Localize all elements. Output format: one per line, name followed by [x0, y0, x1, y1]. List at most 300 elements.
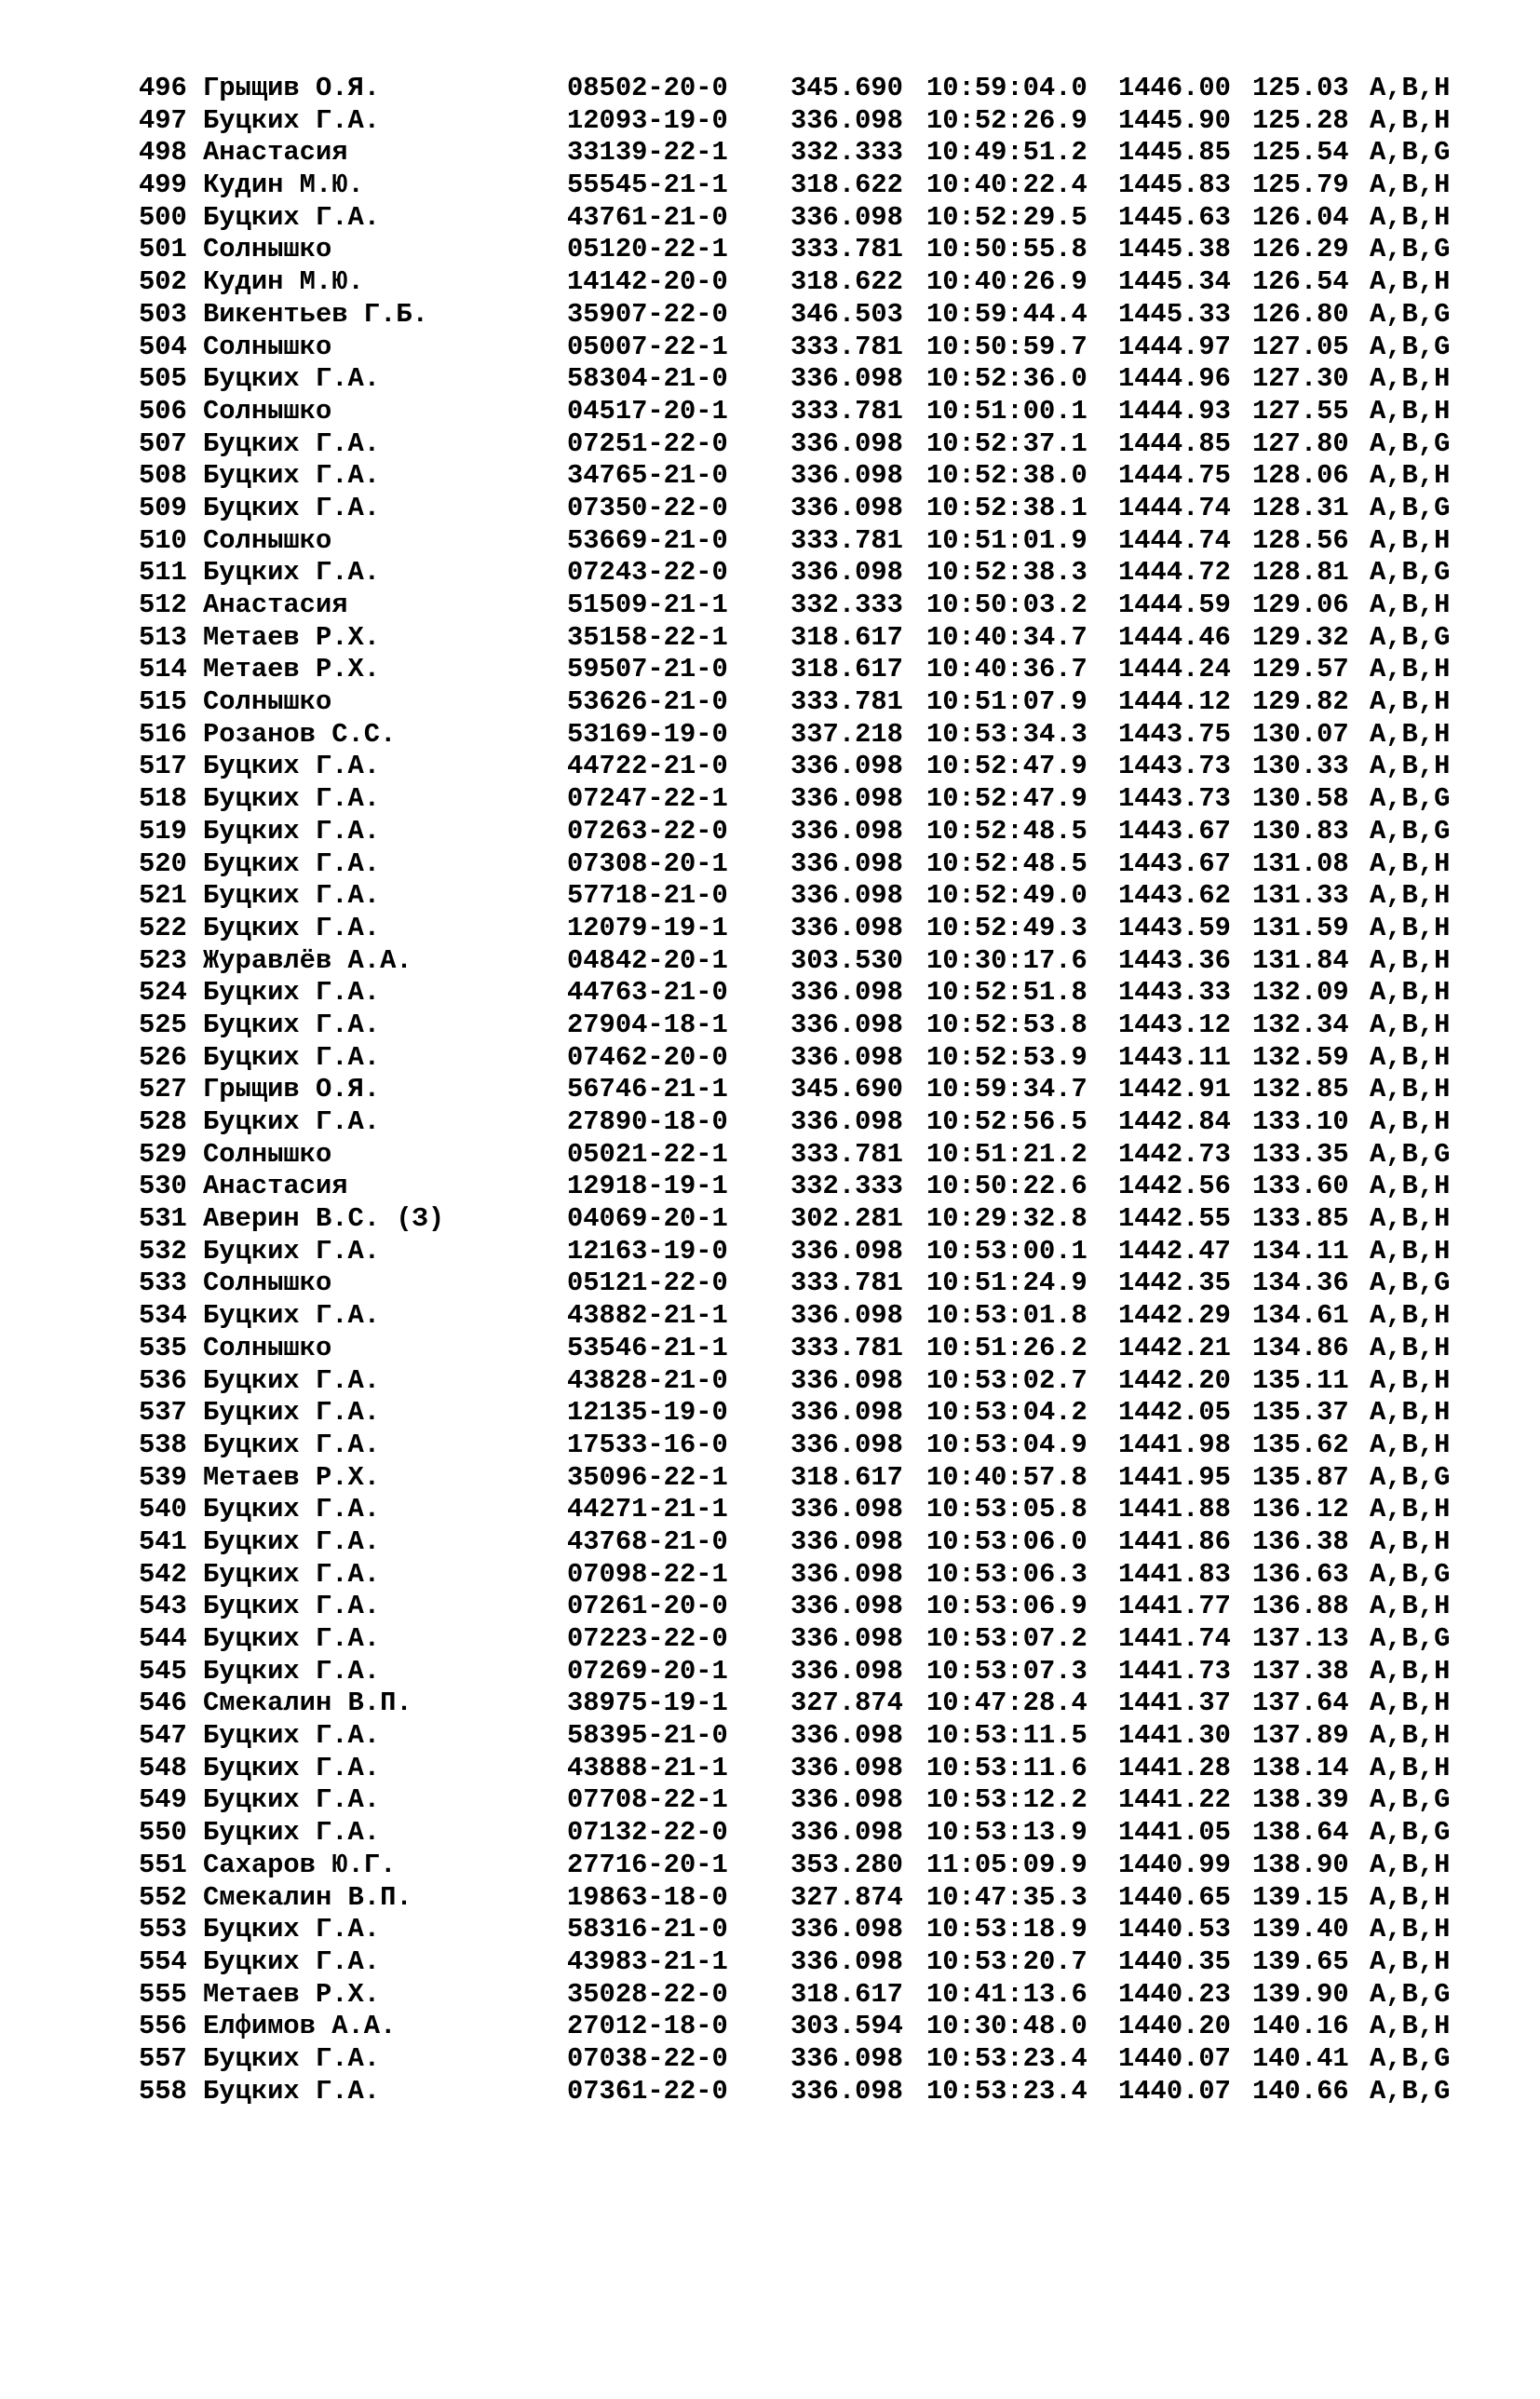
- distance-cell: 353.280: [790, 1849, 903, 1880]
- fancier-name-cell: Буцких Г.А.: [203, 1009, 381, 1040]
- speed-cell: 1441.88: [1118, 1494, 1231, 1525]
- table-row: [139, 590, 1451, 622]
- category-tags-cell: A,B,H: [1370, 1203, 1451, 1235]
- ring-number-cell: 33139-22-1: [567, 137, 728, 169]
- fancier-name-cell: Буцких Г.А.: [203, 1558, 381, 1590]
- category-tags-cell: A,B,H: [1370, 169, 1451, 201]
- table-row: [139, 1784, 1451, 1817]
- fancier-name-cell: Буцких Г.А.: [203, 880, 381, 912]
- speed-cell: 1443.73: [1118, 783, 1231, 815]
- fancier-name-cell: Буцких Г.А.: [203, 1525, 381, 1557]
- ring-number-cell: 44763-21-0: [567, 977, 728, 1009]
- category-tags-cell: A,B,H: [1370, 524, 1451, 556]
- distance-cell: 336.098: [790, 880, 903, 912]
- ring-number-cell: 07132-22-0: [567, 1817, 728, 1849]
- table-row: [139, 1332, 1451, 1365]
- points-cell: 128.31: [1252, 492, 1349, 523]
- distance-cell: 333.781: [790, 395, 903, 427]
- ring-number-cell: 07350-22-0: [567, 492, 728, 523]
- distance-cell: 336.098: [790, 1364, 903, 1396]
- category-tags-cell: A,B,H: [1370, 1720, 1451, 1752]
- ring-number-cell: 43828-21-0: [567, 1364, 728, 1396]
- arrival-time-cell: 10:53:00.1: [926, 1235, 1087, 1267]
- table-row: [139, 1525, 1451, 1559]
- distance-cell: 345.690: [790, 1074, 903, 1105]
- speed-cell: 1441.98: [1118, 1429, 1231, 1460]
- fancier-name-cell: Солнышко: [203, 331, 332, 362]
- category-tags-cell: A,B,G: [1370, 2042, 1451, 2074]
- ring-number-cell: 04842-20-1: [567, 944, 728, 976]
- fancier-name-cell: Буцких Г.А.: [203, 104, 381, 136]
- arrival-time-cell: 10:53:07.3: [926, 1655, 1087, 1687]
- distance-cell: 333.781: [790, 524, 903, 556]
- arrival-time-cell: 10:52:47.9: [926, 783, 1087, 815]
- place-cell: 550: [139, 1817, 187, 1849]
- distance-cell: 327.874: [790, 1881, 903, 1913]
- speed-cell: 1440.07: [1118, 2042, 1231, 2074]
- distance-cell: 336.098: [790, 201, 903, 233]
- arrival-time-cell: 10:52:49.0: [926, 880, 1087, 912]
- points-cell: 137.89: [1252, 1720, 1349, 1752]
- speed-cell: 1441.86: [1118, 1525, 1231, 1557]
- points-cell: 138.64: [1252, 1817, 1349, 1849]
- category-tags-cell: A,B,H: [1370, 847, 1451, 879]
- table-row: [139, 1849, 1451, 1882]
- arrival-time-cell: 10:52:29.5: [926, 201, 1087, 233]
- ring-number-cell: 56746-21-1: [567, 1074, 728, 1105]
- distance-cell: 303.530: [790, 944, 903, 976]
- table-row: [139, 783, 1451, 816]
- arrival-time-cell: 10:50:55.8: [926, 234, 1087, 265]
- speed-cell: 1444.74: [1118, 492, 1231, 523]
- arrival-time-cell: 10:40:34.7: [926, 621, 1087, 653]
- category-tags-cell: A,B,H: [1370, 686, 1451, 718]
- category-tags-cell: A,B,G: [1370, 1978, 1451, 2010]
- category-tags-cell: A,B,G: [1370, 298, 1451, 330]
- table-row: [139, 266, 1451, 299]
- place-cell: 540: [139, 1494, 187, 1525]
- category-tags-cell: A,B,G: [1370, 1558, 1451, 1590]
- place-cell: 499: [139, 169, 187, 201]
- points-cell: 127.05: [1252, 331, 1349, 362]
- arrival-time-cell: 10:40:22.4: [926, 169, 1087, 201]
- fancier-name-cell: Буцких Г.А.: [203, 1591, 381, 1622]
- table-row: [139, 2075, 1451, 2108]
- category-tags-cell: A,B,H: [1370, 2011, 1451, 2042]
- points-cell: 134.11: [1252, 1235, 1349, 1267]
- speed-cell: 1442.05: [1118, 1397, 1231, 1429]
- fancier-name-cell: Буцких Г.А.: [203, 1720, 381, 1752]
- category-tags-cell: A,B,H: [1370, 104, 1451, 136]
- speed-cell: 1445.63: [1118, 201, 1231, 233]
- category-tags-cell: A,B,G: [1370, 331, 1451, 362]
- ring-number-cell: 57718-21-0: [567, 880, 728, 912]
- arrival-time-cell: 10:52:53.9: [926, 1041, 1087, 1073]
- category-tags-cell: A,B,G: [1370, 2075, 1451, 2107]
- points-cell: 134.86: [1252, 1332, 1349, 1363]
- speed-cell: 1443.67: [1118, 815, 1231, 847]
- ring-number-cell: 04069-20-1: [567, 1203, 728, 1235]
- ring-number-cell: 58316-21-0: [567, 1914, 728, 1945]
- points-cell: 133.35: [1252, 1138, 1349, 1170]
- fancier-name-cell: Смекалин В.П.: [203, 1881, 412, 1913]
- arrival-time-cell: 10:30:48.0: [926, 2011, 1087, 2042]
- points-cell: 132.09: [1252, 977, 1349, 1009]
- place-cell: 548: [139, 1752, 187, 1783]
- fancier-name-cell: Буцких Г.А.: [203, 1784, 381, 1816]
- ring-number-cell: 35158-22-1: [567, 621, 728, 653]
- arrival-time-cell: 10:52:49.3: [926, 912, 1087, 943]
- fancier-name-cell: Солнышко: [203, 524, 332, 556]
- points-cell: 128.06: [1252, 460, 1349, 492]
- distance-cell: 336.098: [790, 104, 903, 136]
- fancier-name-cell: Кудин М.Ю.: [203, 266, 364, 298]
- place-cell: 547: [139, 1720, 187, 1752]
- speed-cell: 1444.59: [1118, 590, 1231, 620]
- speed-cell: 1444.96: [1118, 363, 1231, 395]
- fancier-name-cell: Анастасия: [203, 137, 348, 169]
- arrival-time-cell: 10:53:04.9: [926, 1429, 1087, 1460]
- fancier-name-cell: Буцких Г.А.: [203, 912, 381, 943]
- speed-cell: 1441.74: [1118, 1623, 1231, 1654]
- speed-cell: 1443.11: [1118, 1041, 1231, 1073]
- fancier-name-cell: Грыщив О.Я.: [203, 1074, 381, 1105]
- category-tags-cell: A,B,G: [1370, 557, 1451, 589]
- fancier-name-cell: Розанов С.С.: [203, 718, 397, 750]
- speed-cell: 1444.74: [1118, 524, 1231, 556]
- table-row: [139, 1235, 1451, 1268]
- place-cell: 520: [139, 847, 187, 879]
- category-tags-cell: A,B,H: [1370, 912, 1451, 943]
- place-cell: 537: [139, 1397, 187, 1429]
- arrival-time-cell: 10:51:07.9: [926, 686, 1087, 718]
- distance-cell: 336.098: [790, 751, 903, 782]
- distance-cell: 336.098: [790, 1558, 903, 1590]
- ring-number-cell: 07251-22-0: [567, 427, 728, 459]
- ring-number-cell: 04517-20-1: [567, 395, 728, 427]
- distance-cell: 336.098: [790, 2042, 903, 2074]
- distance-cell: 345.690: [790, 73, 903, 103]
- category-tags-cell: A,B,G: [1370, 1817, 1451, 1849]
- category-tags-cell: A,B,H: [1370, 1041, 1451, 1073]
- category-tags-cell: A,B,H: [1370, 1494, 1451, 1525]
- table-row: [139, 1138, 1451, 1172]
- place-cell: 525: [139, 1009, 187, 1040]
- fancier-name-cell: Буцких Г.А.: [203, 2075, 381, 2107]
- points-cell: 131.33: [1252, 880, 1349, 912]
- fancier-name-cell: Солнышко: [203, 1267, 332, 1299]
- speed-cell: 1442.56: [1118, 1171, 1231, 1202]
- fancier-name-cell: Буцких Г.А.: [203, 751, 381, 782]
- category-tags-cell: A,B,G: [1370, 1138, 1451, 1170]
- speed-cell: 1443.67: [1118, 847, 1231, 879]
- speed-cell: 1441.22: [1118, 1784, 1231, 1816]
- fancier-name-cell: Буцких Г.А.: [203, 1235, 381, 1267]
- arrival-time-cell: 10:40:57.8: [926, 1461, 1087, 1493]
- arrival-time-cell: 10:51:21.2: [926, 1138, 1087, 1170]
- distance-cell: 333.781: [790, 686, 903, 718]
- points-cell: 127.80: [1252, 427, 1349, 459]
- fancier-name-cell: Буцких Г.А.: [203, 427, 381, 459]
- points-cell: 135.37: [1252, 1397, 1349, 1429]
- category-tags-cell: A,B,G: [1370, 1623, 1451, 1654]
- points-cell: 129.32: [1252, 621, 1349, 653]
- place-cell: 543: [139, 1591, 187, 1622]
- speed-cell: 1444.75: [1118, 460, 1231, 492]
- arrival-time-cell: 10:51:00.1: [926, 395, 1087, 427]
- speed-cell: 1444.72: [1118, 557, 1231, 589]
- distance-cell: 336.098: [790, 1494, 903, 1525]
- fancier-name-cell: Буцких Г.А.: [203, 1300, 381, 1332]
- ring-number-cell: 07243-22-0: [567, 557, 728, 589]
- ring-number-cell: 44271-21-1: [567, 1494, 728, 1525]
- distance-cell: 346.503: [790, 298, 903, 330]
- category-tags-cell: A,B,H: [1370, 363, 1451, 395]
- distance-cell: 327.874: [790, 1687, 903, 1719]
- speed-cell: 1442.21: [1118, 1332, 1231, 1363]
- ring-number-cell: 58304-21-0: [567, 363, 728, 395]
- table-row: [139, 654, 1451, 686]
- place-cell: 503: [139, 298, 187, 330]
- points-cell: 133.60: [1252, 1171, 1349, 1202]
- ring-number-cell: 43983-21-1: [567, 1945, 728, 1977]
- ring-number-cell: 55545-21-1: [567, 169, 728, 201]
- arrival-time-cell: 10:52:48.5: [926, 815, 1087, 847]
- ring-number-cell: 07361-22-0: [567, 2075, 728, 2107]
- speed-cell: 1441.05: [1118, 1817, 1231, 1849]
- category-tags-cell: A,B,H: [1370, 1849, 1451, 1880]
- table-row: [139, 751, 1451, 783]
- points-cell: 139.90: [1252, 1978, 1349, 2010]
- ring-number-cell: 44722-21-0: [567, 751, 728, 782]
- fancier-name-cell: Елфимов А.А.: [203, 2011, 397, 2042]
- ring-number-cell: 19863-18-0: [567, 1881, 728, 1913]
- arrival-time-cell: 10:51:24.9: [926, 1267, 1087, 1299]
- points-cell: 131.08: [1252, 847, 1349, 879]
- table-row: [139, 686, 1451, 719]
- ring-number-cell: 14142-20-0: [567, 266, 728, 298]
- table-row: [139, 1171, 1451, 1203]
- points-cell: 130.83: [1252, 815, 1349, 847]
- table-row: [139, 1720, 1451, 1753]
- category-tags-cell: A,B,G: [1370, 621, 1451, 653]
- fancier-name-cell: Буцких Г.А.: [203, 1397, 381, 1429]
- category-tags-cell: A,B,H: [1370, 751, 1451, 782]
- arrival-time-cell: 10:53:12.2: [926, 1784, 1087, 1816]
- arrival-time-cell: 10:47:35.3: [926, 1881, 1087, 1913]
- arrival-time-cell: 10:30:17.6: [926, 944, 1087, 976]
- distance-cell: 336.098: [790, 1235, 903, 1267]
- arrival-time-cell: 10:52:36.0: [926, 363, 1087, 395]
- category-tags-cell: A,B,H: [1370, 1945, 1451, 1977]
- place-cell: 541: [139, 1525, 187, 1557]
- speed-cell: 1440.23: [1118, 1978, 1231, 2010]
- arrival-time-cell: 10:52:51.8: [926, 977, 1087, 1009]
- arrival-time-cell: 10:50:22.6: [926, 1171, 1087, 1202]
- points-cell: 127.30: [1252, 363, 1349, 395]
- fancier-name-cell: Викентьев Г.Б.: [203, 298, 428, 330]
- table-row: [139, 1041, 1451, 1075]
- ring-number-cell: 07038-22-0: [567, 2042, 728, 2074]
- ring-number-cell: 58395-21-0: [567, 1720, 728, 1752]
- arrival-time-cell: 10:52:56.5: [926, 1106, 1087, 1137]
- points-cell: 138.14: [1252, 1752, 1349, 1783]
- arrival-time-cell: 10:53:11.6: [926, 1752, 1087, 1783]
- fancier-name-cell: Буцких Г.А.: [203, 1494, 381, 1525]
- place-cell: 516: [139, 718, 187, 750]
- points-cell: 126.04: [1252, 201, 1349, 233]
- table-row: [139, 363, 1451, 396]
- speed-cell: 1440.53: [1118, 1914, 1231, 1945]
- table-row: [139, 2011, 1451, 2043]
- place-cell: 529: [139, 1138, 187, 1170]
- table-row: [139, 234, 1451, 266]
- speed-cell: 1443.12: [1118, 1009, 1231, 1040]
- table-row: [139, 331, 1451, 364]
- fancier-name-cell: Метаев Р.Х.: [203, 654, 381, 685]
- speed-cell: 1440.65: [1118, 1881, 1231, 1913]
- distance-cell: 336.098: [790, 1591, 903, 1622]
- category-tags-cell: A,B,H: [1370, 1171, 1451, 1202]
- place-cell: 557: [139, 2042, 187, 2074]
- points-cell: 129.06: [1252, 590, 1349, 620]
- speed-cell: 1445.83: [1118, 169, 1231, 201]
- points-cell: 126.29: [1252, 234, 1349, 265]
- category-tags-cell: A,B,H: [1370, 977, 1451, 1009]
- table-row: [139, 1461, 1451, 1495]
- arrival-time-cell: 10:50:59.7: [926, 331, 1087, 362]
- fancier-name-cell: Буцких Г.А.: [203, 783, 381, 815]
- fancier-name-cell: Аверин В.С. (З): [203, 1203, 445, 1235]
- table-row: [139, 944, 1451, 978]
- place-cell: 510: [139, 524, 187, 556]
- points-cell: 126.54: [1252, 266, 1349, 298]
- ring-number-cell: 27890-18-0: [567, 1106, 728, 1137]
- distance-cell: 318.622: [790, 169, 903, 201]
- fancier-name-cell: Буцких Г.А.: [203, 557, 381, 589]
- distance-cell: 336.098: [790, 815, 903, 847]
- ring-number-cell: 53669-21-0: [567, 524, 728, 556]
- table-row: [139, 1300, 1451, 1333]
- place-cell: 521: [139, 880, 187, 912]
- table-row: [139, 718, 1451, 752]
- arrival-time-cell: 10:53:20.7: [926, 1945, 1087, 1977]
- points-cell: 138.39: [1252, 1784, 1349, 1816]
- table-row: [139, 1881, 1451, 1915]
- points-cell: 125.28: [1252, 104, 1349, 136]
- place-cell: 532: [139, 1235, 187, 1267]
- ring-number-cell: 27716-20-1: [567, 1849, 728, 1880]
- arrival-time-cell: 10:53:06.0: [926, 1525, 1087, 1557]
- speed-cell: 1441.73: [1118, 1655, 1231, 1687]
- place-cell: 512: [139, 590, 187, 620]
- category-tags-cell: A,B,G: [1370, 815, 1451, 847]
- speed-cell: 1445.90: [1118, 104, 1231, 136]
- ring-number-cell: 35028-22-0: [567, 1978, 728, 2010]
- table-row: [139, 1817, 1451, 1850]
- arrival-time-cell: 10:52:38.3: [926, 557, 1087, 589]
- speed-cell: 1441.95: [1118, 1461, 1231, 1493]
- category-tags-cell: A,B,G: [1370, 427, 1451, 459]
- points-cell: 136.88: [1252, 1591, 1349, 1622]
- speed-cell: 1444.85: [1118, 427, 1231, 459]
- place-cell: 530: [139, 1171, 187, 1202]
- ring-number-cell: 43882-21-1: [567, 1300, 728, 1332]
- fancier-name-cell: Журавлёв А.А.: [203, 944, 412, 976]
- points-cell: 132.34: [1252, 1009, 1349, 1040]
- fancier-name-cell: Анастасия: [203, 1171, 348, 1202]
- distance-cell: 336.098: [790, 1784, 903, 1816]
- category-tags-cell: A,B,H: [1370, 1300, 1451, 1332]
- distance-cell: 336.098: [790, 1655, 903, 1687]
- category-tags-cell: A,B,H: [1370, 1752, 1451, 1783]
- fancier-name-cell: Буцких Г.А.: [203, 847, 381, 879]
- distance-cell: 318.622: [790, 266, 903, 298]
- results-table: [139, 73, 1451, 2108]
- distance-cell: 336.098: [790, 912, 903, 943]
- distance-cell: 336.098: [790, 1397, 903, 1429]
- category-tags-cell: A,B,H: [1370, 654, 1451, 685]
- category-tags-cell: A,B,G: [1370, 492, 1451, 523]
- arrival-time-cell: 10:53:06.3: [926, 1558, 1087, 1590]
- ring-number-cell: 53626-21-0: [567, 686, 728, 718]
- place-cell: 522: [139, 912, 187, 943]
- points-cell: 131.59: [1252, 912, 1349, 943]
- arrival-time-cell: 10:52:26.9: [926, 104, 1087, 136]
- category-tags-cell: A,B,H: [1370, 73, 1451, 103]
- points-cell: 130.58: [1252, 783, 1349, 815]
- arrival-time-cell: 10:52:38.0: [926, 460, 1087, 492]
- table-row: [139, 73, 1451, 105]
- distance-cell: 318.617: [790, 654, 903, 685]
- arrival-time-cell: 10:50:03.2: [926, 590, 1087, 620]
- category-tags-cell: A,B,H: [1370, 1881, 1451, 1913]
- points-cell: 136.38: [1252, 1525, 1349, 1557]
- distance-cell: 336.098: [790, 1945, 903, 1977]
- place-cell: 546: [139, 1687, 187, 1719]
- category-tags-cell: A,B,H: [1370, 1235, 1451, 1267]
- table-row: [139, 1978, 1451, 2012]
- points-cell: 139.40: [1252, 1914, 1349, 1945]
- table-row: [139, 298, 1451, 332]
- arrival-time-cell: 10:59:44.4: [926, 298, 1087, 330]
- fancier-name-cell: Метаев Р.Х.: [203, 1978, 381, 2010]
- arrival-time-cell: 10:53:34.3: [926, 718, 1087, 750]
- ring-number-cell: 38975-19-1: [567, 1687, 728, 1719]
- points-cell: 133.85: [1252, 1203, 1349, 1235]
- table-row: [139, 1914, 1451, 1946]
- fancier-name-cell: Анастасия: [203, 590, 348, 620]
- distance-cell: 332.333: [790, 1171, 903, 1202]
- fancier-name-cell: Буцких Г.А.: [203, 815, 381, 847]
- category-tags-cell: A,B,H: [1370, 266, 1451, 298]
- category-tags-cell: A,B,H: [1370, 1687, 1451, 1719]
- arrival-time-cell: 10:53:04.2: [926, 1397, 1087, 1429]
- ring-number-cell: 07263-22-0: [567, 815, 728, 847]
- table-row: [139, 1203, 1451, 1236]
- category-tags-cell: A,B,H: [1370, 880, 1451, 912]
- speed-cell: 1441.83: [1118, 1558, 1231, 1590]
- points-cell: 128.56: [1252, 524, 1349, 556]
- fancier-name-cell: Метаев Р.Х.: [203, 621, 381, 653]
- fancier-name-cell: Сахаров Ю.Г.: [203, 1849, 397, 1880]
- arrival-time-cell: 10:52:53.8: [926, 1009, 1087, 1040]
- points-cell: 125.03: [1252, 73, 1349, 103]
- fancier-name-cell: Кудин М.Ю.: [203, 169, 364, 201]
- speed-cell: 1446.00: [1118, 73, 1231, 103]
- table-row: [139, 1429, 1451, 1462]
- distance-cell: 318.617: [790, 621, 903, 653]
